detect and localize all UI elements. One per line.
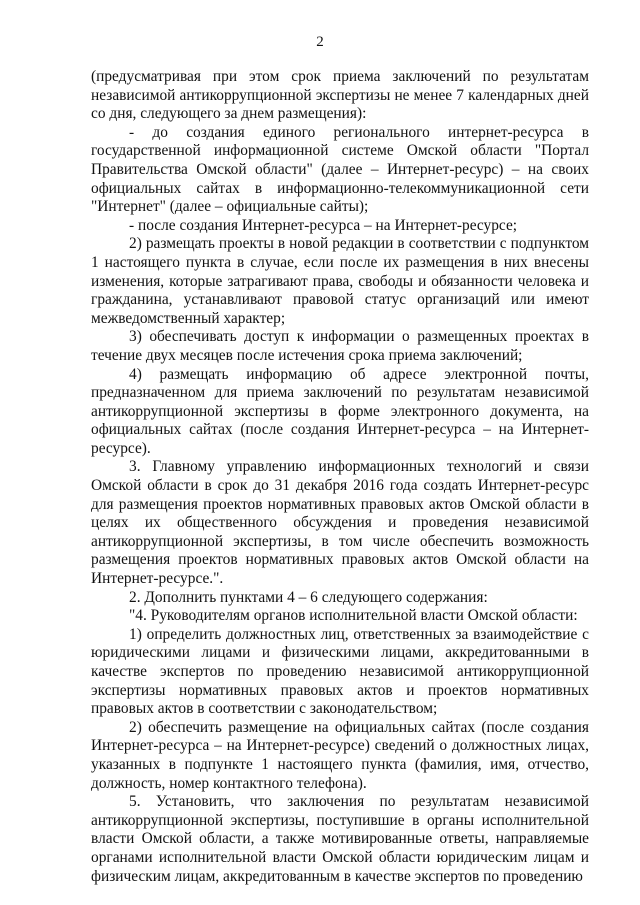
paragraph-item-3: 3) обеспечивать доступ к информации о размещенных проектах в течение двух месяцев после истечения срока приема заключений; [91,328,589,364]
paragraph-section-4: "4. Руководителям органов исполнительной власти Омской области: [129,607,578,625]
paragraph-intro: (предусматривая при этом срок приема заключений по результатам независимой антикоррупционной экспертизы не менее 7 календарных дней со дня, следующего за днем размещения): [91,68,589,123]
paragraph-item-4: 4) размещать информацию об адресе электронной почты, предназначенном для приема заключений по результатам независимой антикоррупционной экспертизы в форме электронного документа, на официальных сайтах (после создания Интернет-ресурса – на Интернет-ресурсе). [91,365,589,457]
paragraph-section-5: 5. Установить, что заключения по результатам независимой антикоррупционной экспертизы, поступившие в органы исполнительной власти Омской области, а также мотивированные ответы, направляемые органами исполнительной власти Омской области юридическим лицам и физическим лицам, аккредитованным в качестве экспертов по проведению [91,793,589,885]
paragraph-section-3: 3. Главному управлению информационных технологий и связи Омской области в срок до 31 декабря 2016 года создать Интернет-ресурс для размещения проектов нормативных правовых актов Омской области в целях их общественного обсуждения и проведения независимой антикоррупционной экспертизы, в том числе обеспечить возможность размещения проектов нормативных правовых актов Омской области на Интернет-ресурсе.". [91,458,589,588]
paragraph-amendment-2: 2. Дополнить пунктами 4 – 6 следующего содержания: [129,588,488,606]
paragraph-item-2: 2) размещать проекты в новой редакции в соответствии с подпунктом 1 настоящего пункта в случае, если после их размещения в них внесены изменения, которые затрагивают права, свободы и обязанности человека и гражданина, устанавливают правовой статус организаций или имеют межведомственный характер; [91,235,589,327]
paragraph-section-4-item-1: 1) определить должностных лиц, ответственных за взаимодействие с юридическими лицами и физическими лицами, аккредитованными в качестве экспертов по проведению независимой антикоррупционной экспертизы нормативных правовых актов и проектов нормативных правовых актов в соответствии с законодательством; [91,625,589,718]
page-number: 2 [316,34,324,50]
paragraph-before-portal: - до создания единого регионального интернет-ресурса в государственной информационной системе Омской области "Портал Правительства Омской области" (далее – Интернет-ресурс) – на своих официальных сайтах в информационно-телекоммуникационной сети "Интернет" (далее – официальные сайты); [91,123,589,216]
document-body [91,68,589,886]
paragraph-section-4-item-2: 2) обеспечить размещение на официальных сайтах (после создания Интернет-ресурса – на Интернет-ресурсе) сведений о должностных лицах, указанных в подпункте 1 настоящего пункта (фамилия, имя, отчество, должность, номер контактного телефона). [91,718,589,792]
paragraph-after-portal: - после создания Интернет-ресурса – на Интернет-ресурсе; [129,216,518,234]
